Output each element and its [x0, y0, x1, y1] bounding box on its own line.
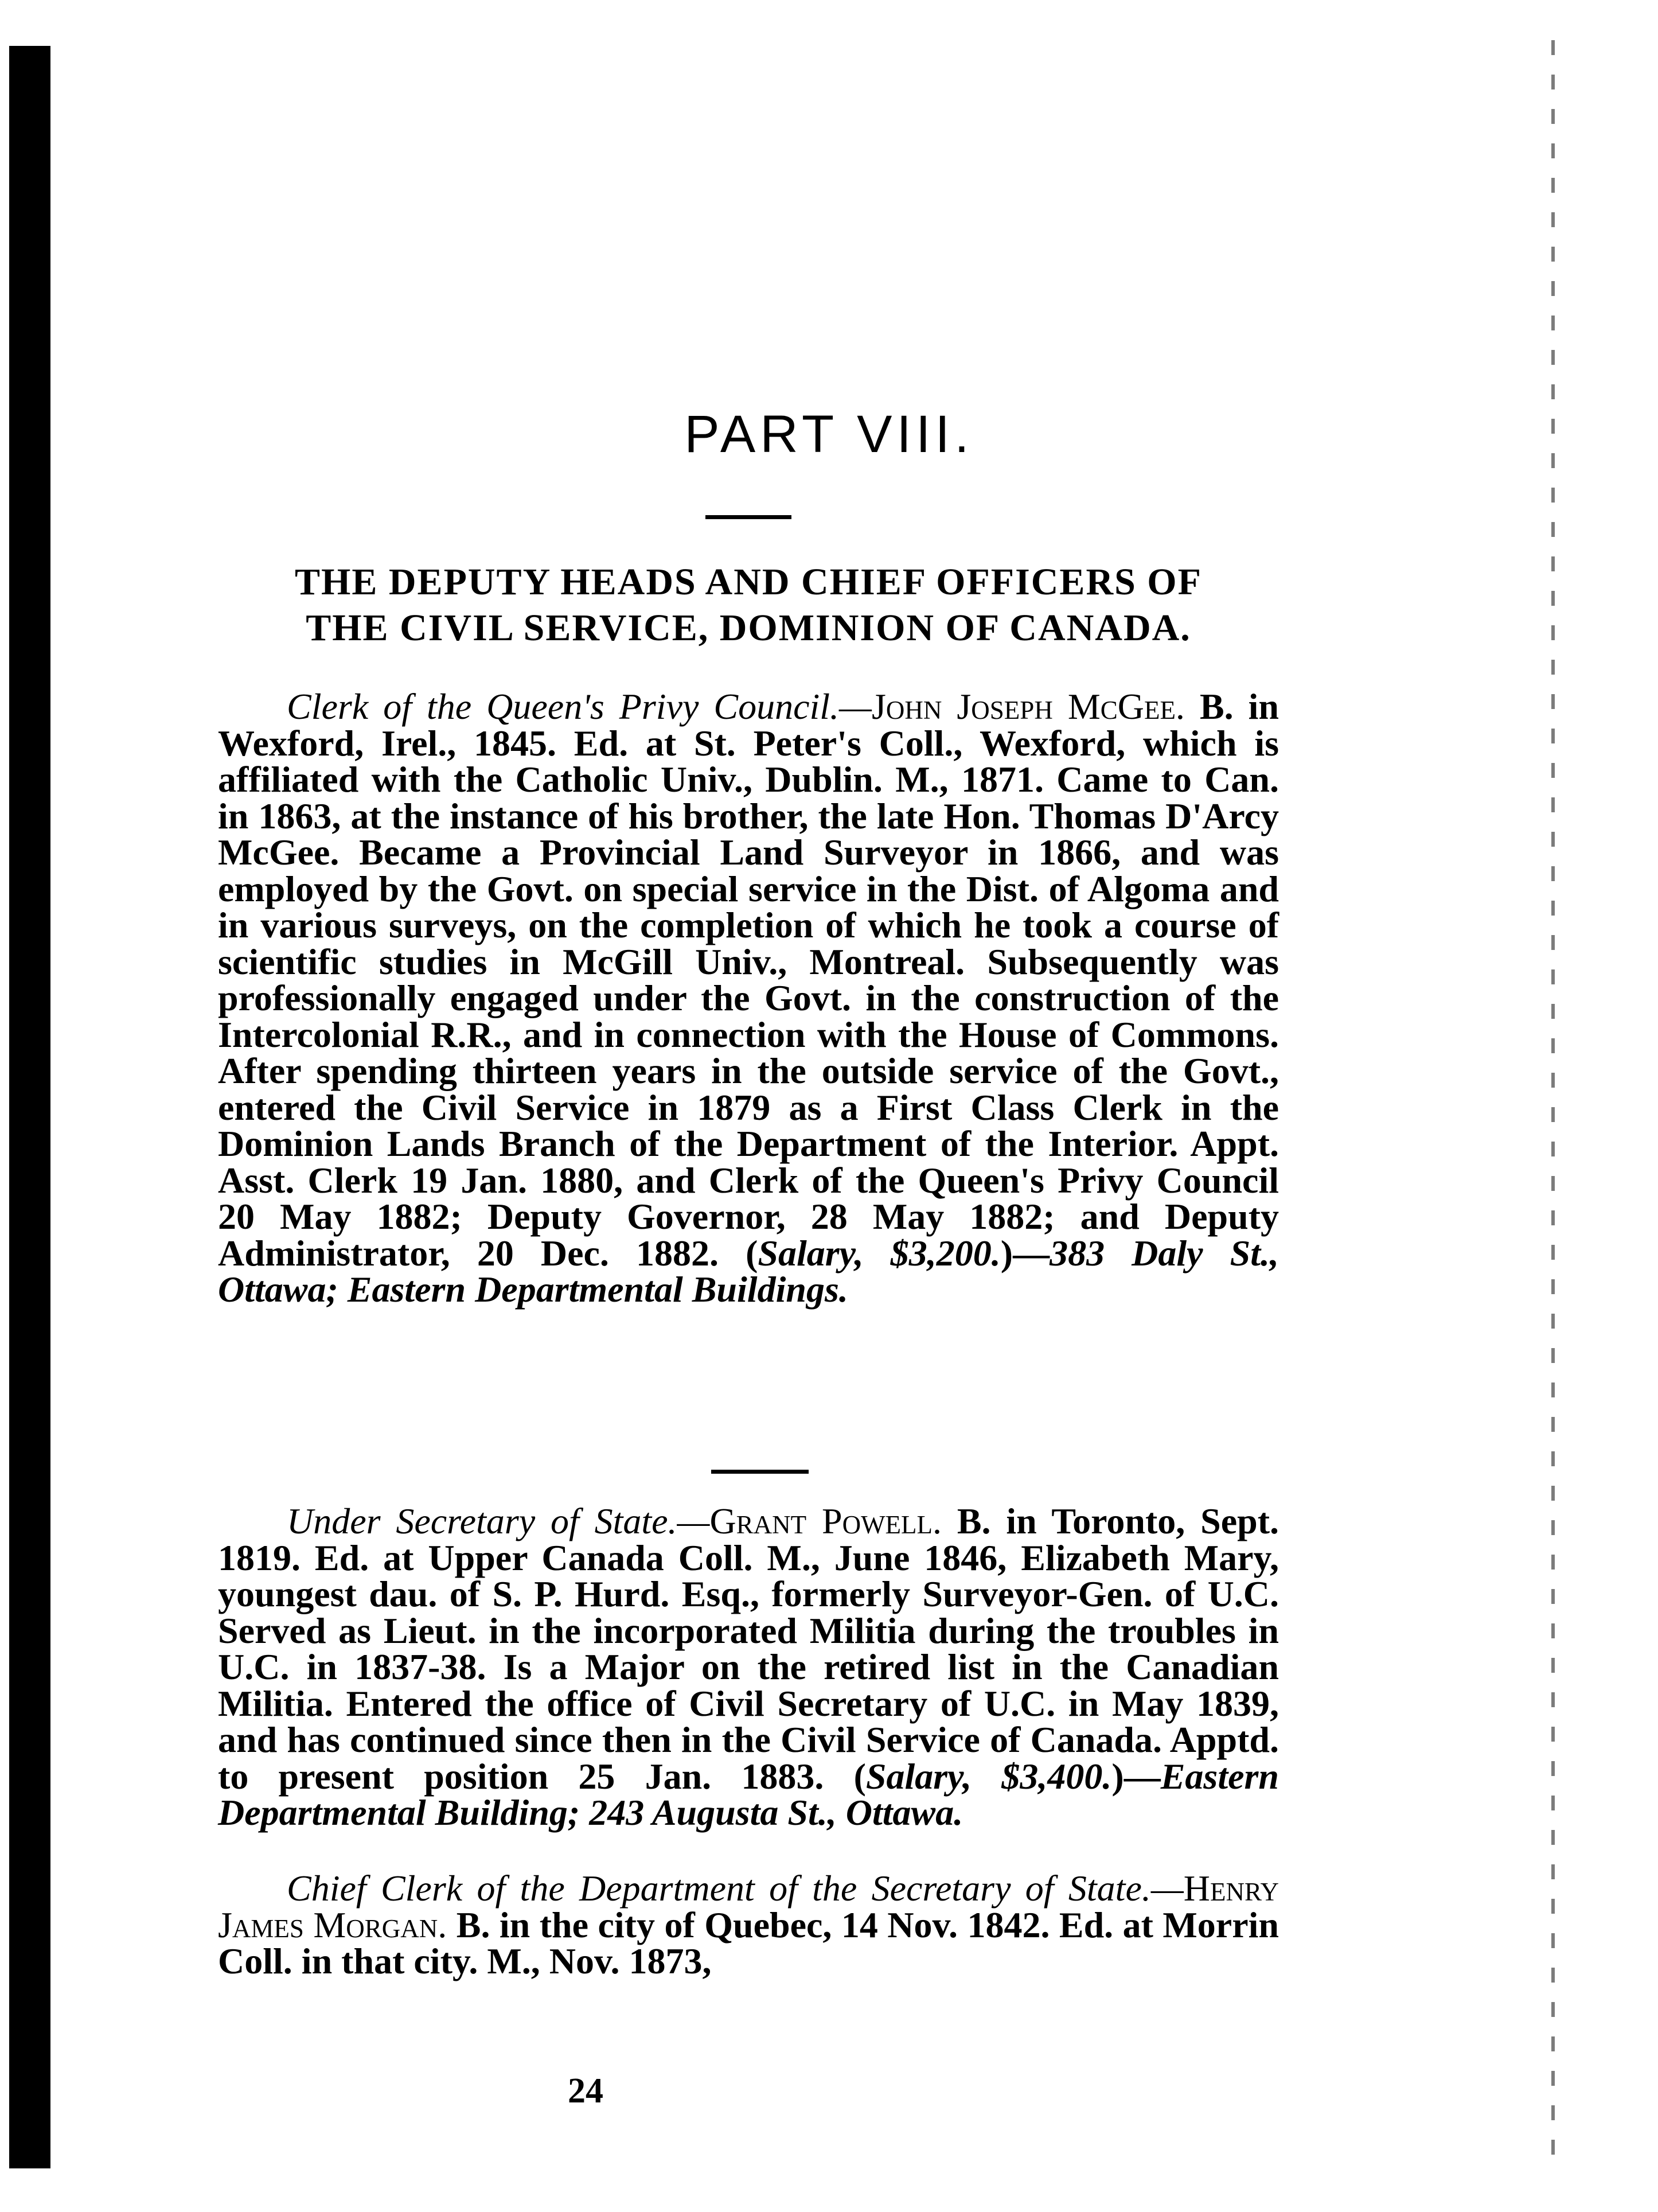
entry-under-secretary	[218, 1503, 1279, 1831]
entry-name: John Joseph McGee.	[871, 686, 1185, 727]
entry-salary: Salary, $3,200.	[758, 1232, 1001, 1274]
title-rule	[705, 515, 791, 519]
entry-salary: Salary, $3,400.	[865, 1755, 1112, 1797]
section-heading	[206, 559, 1290, 651]
entry-address: 383 Daly St., Ottawa; Eastern Departmental Buildings.	[218, 1232, 1279, 1310]
entry-body: B. in the city of Quebec, 14 Nov. 1842. Ed. at Morrin Coll. in that city. M., Nov. 1873,	[218, 1904, 1279, 1981]
entry-office: Clerk of the Queen's Privy Council.—	[287, 686, 872, 727]
entry-name: Henry James Morgan.	[218, 1868, 1279, 1945]
entry-office: Under Secretary of State.—	[287, 1501, 710, 1541]
entry-privy-council-clerk	[218, 688, 1279, 1308]
entry-body: B. in Wexford, Irel., 1845. Ed. at St. Peter's Coll., Wexford, which is affiliated with the Catholic Univ., Dublin. M., 1871. Came to Can. in 1863, at the instance of his brother, the late Hon. Thomas D'Arcy McGee. Became a Provincial Land Surveyor in 1866, and was employed by the Govt. on special service in the Dist. of Algoma and in various surveys, on the completion of which he took a course of scientific studies in McGill Univ., Montreal. Subsequently was professionally engaged under the Govt. in the construction of the Intercolonial R.R., and in connection with the House of Commons. After spending thirteen years in the outside service of the Govt., entered the Civil Service in 1879 as a First Class Clerk in the Dominion Lands Branch of the Department of the Interior. Appt. Asst. Clerk 19 Jan. 1880, and Clerk of the Queen's Privy Council 20 May 1882; Deputy Governor, 28 May 1882; and Deputy Administrator, 20 Dec. 1882. (	[218, 686, 1279, 1274]
entry-tail: )—	[1111, 1755, 1161, 1797]
heading-line-2: THE CIVIL SERVICE, DOMINION OF CANADA.	[306, 607, 1191, 649]
heading-line-1: THE DEPUTY HEADS AND CHIEF OFFICERS OF	[295, 561, 1202, 603]
entry-address: Eastern Departmental Building; 243 Augusta St., Ottawa.	[218, 1755, 1279, 1833]
entry-office: Chief Clerk of the Department of the Secretary of State.—	[287, 1868, 1184, 1909]
entry-tail: )—	[1000, 1232, 1050, 1274]
entry-chief-clerk	[218, 1870, 1279, 1980]
page-number: 24	[568, 2071, 603, 2110]
entry-separator-rule	[711, 1470, 809, 1474]
entry-name: Grant Powell.	[709, 1501, 942, 1541]
page-edge-marks	[1551, 40, 1555, 2174]
book-spine-shadow	[9, 46, 50, 2168]
entry-body: B. in Toronto, Sept. 1819. Ed. at Upper Canada Coll. M., June 1846, Elizabeth Mary, youngest dau. of S. P. Hurd. Esq., formerly Surveyor-Gen. of U.C. Served as Lieut. in the incorporated Militia during the troubles in U.C. in 1837-38. Is a Major on the retired list in the Canadian Militia. Entered the office of Civil Secretary of U.C. in May 1839, and has continued since then in the Civil Service of Canada. Apptd. to present position 25 Jan. 1883. (	[218, 1501, 1279, 1797]
part-title: PART VIII.	[684, 405, 974, 464]
